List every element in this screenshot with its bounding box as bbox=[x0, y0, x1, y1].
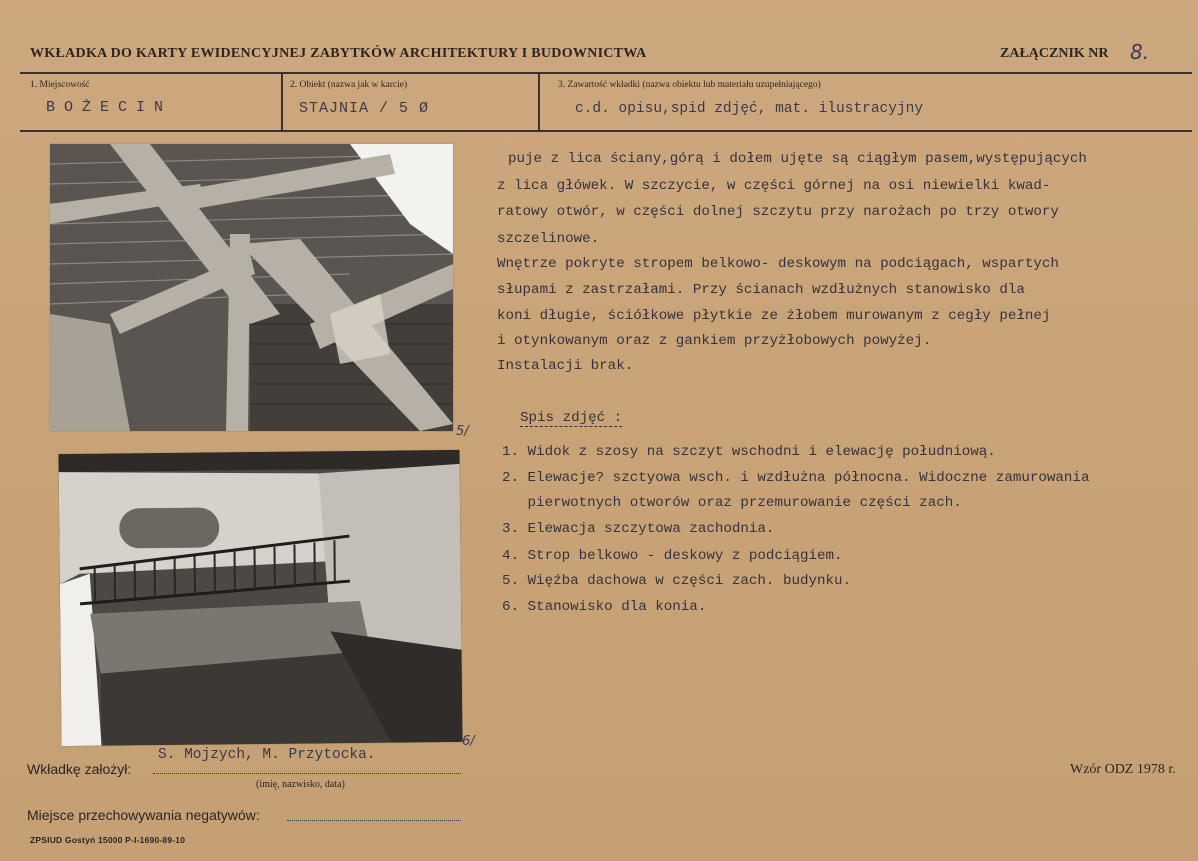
description-line: i otynkowanym oraz z gankiem przyżłobowych powyżej. bbox=[497, 333, 932, 349]
photo-top-number: 5/ bbox=[456, 424, 469, 439]
object-value: STAJNIA / 5 Ø bbox=[299, 100, 430, 117]
card-title: WKŁADKA DO KARTY EWIDENCYJNEJ ZABYTKÓW ARCHITEKTURY I BUDOWNICTWA bbox=[30, 46, 647, 61]
photo-list-item: 3. Elewacja szczytowa zachodnia. bbox=[502, 521, 775, 537]
description-line: puje z lica ściany,górą i dołem ujęte są ciągłym pasem,występujących bbox=[508, 151, 1087, 167]
field-divider-2 bbox=[538, 74, 540, 130]
photo-bottom-number: 6/ bbox=[462, 734, 475, 749]
printer-imprint: ZPSIUD Gostyń 15000 P-I-1690-89-10 bbox=[30, 835, 186, 845]
author-label: Wkładkę założył: bbox=[27, 761, 132, 777]
content-value: c.d. opisu,spid zdjęć, mat. ilustracyjny bbox=[575, 101, 924, 117]
author-dotline bbox=[153, 773, 461, 774]
description-line: z lica główek. W szczycie, w części górnej na osi niewielki kwad- bbox=[497, 178, 1051, 194]
photo-list-item: 5. Więźba dachowa w części zach. budynku. bbox=[502, 573, 852, 589]
negatives-dotline bbox=[287, 820, 461, 821]
photo-list-heading: Spis zdjęć : bbox=[520, 410, 623, 426]
photo-roof-truss bbox=[50, 144, 453, 431]
annex-label: ZAŁĄCZNIK NR bbox=[1000, 46, 1109, 61]
description-line: szczelinowe. bbox=[497, 231, 600, 247]
author-value: S. Mojzych, M. Przytocka. bbox=[158, 747, 376, 763]
content-label: 3. Zawartość wkładki (nazwa obiektu lub materiału uzupełniającego) bbox=[558, 80, 821, 90]
object-label: 2. Obiekt (nazwa jak w karcie) bbox=[290, 80, 408, 90]
description-line: Wnętrze pokryte stropem belkowo- deskowym na podciągach, wspartych bbox=[497, 256, 1059, 272]
form-version: Wzór ODZ 1978 r. bbox=[1070, 762, 1176, 777]
photo-list-item: 6. Stanowisko dla konia. bbox=[502, 599, 707, 615]
locality-label: 1. Miejscowość bbox=[30, 80, 90, 90]
locality-value: BOŻECIN bbox=[46, 99, 173, 116]
photo-list-item: 4. Strop belkowo - deskowy z podciągiem. bbox=[502, 548, 843, 564]
horse-stall-image bbox=[58, 450, 462, 746]
header-rule-top bbox=[20, 72, 1192, 74]
negatives-label: Miejsce przechowywania negatywów: bbox=[27, 807, 260, 823]
description-line: słupami z zastrzałami. Przy ścianach wzdłużnych stanowisko dla bbox=[497, 282, 1025, 298]
photo-list-item: 2. Elewacje? szctyowa wsch. i wzdłużna północna. Widoczne zamurowania bbox=[502, 470, 1090, 486]
author-caption: (imię, nazwisko, data) bbox=[256, 779, 345, 790]
roof-truss-image bbox=[50, 144, 453, 431]
description-line: ratowy otwór, w części dolnej szczytu przy narożach po trzy otwory bbox=[497, 204, 1059, 220]
field-divider-1 bbox=[281, 74, 283, 130]
description-line: Instalacji brak. bbox=[497, 358, 634, 374]
photo-list-item: 1. Widok z szosy na szczyt wschodni i elewację południową. bbox=[502, 444, 996, 460]
description-line: koni długie, ściółkowe płytkie ze żłobem murowanym z cegły pełnej bbox=[497, 308, 1051, 324]
annex-number: 8. bbox=[1130, 40, 1150, 64]
header-rule-bottom bbox=[20, 130, 1192, 132]
photo-horse-stall bbox=[58, 450, 462, 746]
photo-list-item: pierwotnych otworów oraz przemurowanie części zach. bbox=[502, 495, 962, 511]
